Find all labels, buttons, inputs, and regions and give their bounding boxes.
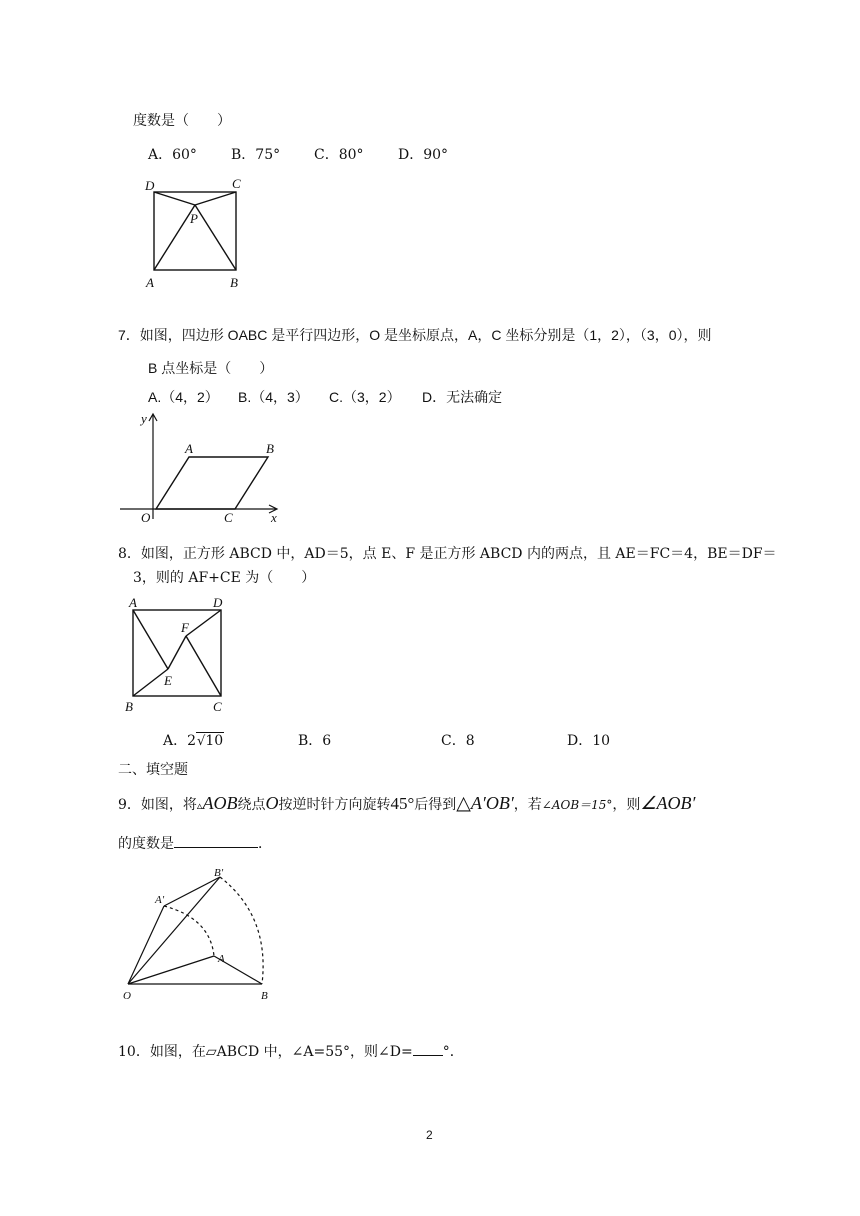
q9-line2 [118, 836, 272, 853]
label-a: A [146, 275, 154, 290]
label-c: C [224, 510, 233, 525]
sqrt-radicand: √10 [197, 733, 224, 749]
q9-text-6: ，则 [612, 797, 641, 813]
parallelogram-oabc [156, 457, 268, 509]
square-abcd [154, 192, 236, 270]
parallelogram-symbol: ▱ [205, 1044, 217, 1060]
segment-a-prime-b-prime [164, 877, 220, 906]
q8-option-b: B．6 [298, 733, 332, 749]
q9-angle-45: 45° [390, 794, 415, 813]
q8-option-a-radicand: 10 [205, 733, 224, 749]
q6-option-a: A．60° [148, 147, 197, 163]
label-p: P [190, 211, 198, 226]
q8-square-figure [120, 593, 240, 718]
q9-angle-given: ∠AOB＝15° [541, 798, 613, 812]
segment-df [186, 610, 221, 636]
q6-option-c: C．80° [314, 147, 364, 163]
label-b: B [125, 699, 133, 714]
answer-blank [413, 1055, 443, 1056]
q9-text-2: 绕点 [237, 797, 266, 813]
label-f: F [181, 620, 189, 635]
segment-ob-prime [128, 877, 220, 984]
page-number: 2 [426, 1128, 433, 1142]
label-x: x [271, 510, 277, 525]
q8-option-a [163, 733, 224, 750]
q9-line1 [118, 792, 696, 816]
q9-a-o-b-prime: A′OB′ [470, 793, 514, 813]
q8-line2: 3，则的 AF+CE 为（ ） [133, 570, 316, 586]
label-b: B [230, 275, 238, 290]
label-o: O [123, 990, 131, 1002]
label-o: O [141, 510, 151, 525]
q9-line2-suffix: ． [258, 836, 272, 852]
arc-b-to-b-prime [220, 877, 263, 984]
q8-option-c: C．8 [441, 733, 475, 749]
q9-angle-asked: ∠AOB′ [640, 793, 696, 813]
segment-fc [186, 636, 221, 696]
label-y: y [141, 411, 147, 426]
label-a: A [218, 953, 225, 965]
label-b: B [266, 441, 274, 456]
segment-ef [168, 636, 186, 669]
q7-option-d: D．无法确定 [422, 389, 503, 405]
label-d: D [145, 178, 155, 193]
q9-line2-prefix: 的度数是 [118, 836, 174, 852]
q9-text-3: 按逆时针方向旋转 [278, 797, 391, 813]
label-a: A [185, 441, 193, 456]
q6-option-d: D．90° [398, 147, 449, 163]
q9-point-o: O [265, 793, 279, 813]
segment-dp [154, 192, 195, 205]
q9-text-4: 后得到 [414, 797, 457, 813]
section-heading: 二、填空题 [118, 762, 188, 778]
q8-option-d: D．10 [567, 733, 611, 749]
triangle-symbol: △ [456, 792, 471, 814]
q8-option-a-prefix: A．2 [163, 733, 197, 749]
q10-line [118, 1044, 464, 1061]
q10-suffix: °． [442, 1044, 464, 1060]
label-b-prime: B′ [214, 867, 224, 879]
label-b: B [261, 990, 268, 1002]
q7-line1: 7．如图，四边形 OABC 是平行四边形，O 是坐标原点，A，C 坐标分别是（1，2），（3，0），则 [118, 327, 712, 343]
q6-square-figure [140, 172, 260, 297]
q10-prefix: 10．如图，在 [118, 1044, 206, 1060]
label-c: C [213, 699, 222, 714]
answer-blank [174, 847, 258, 848]
q8-line1: 8．如图，正方形 ABCD 中，AD＝5，点 E、F 是正方形 ABCD 内的两点，且 AE＝FC＝4，BE＝DF＝ [118, 546, 777, 562]
q7-option-c: C.（3，2） [329, 389, 401, 405]
segment-ap [154, 205, 195, 270]
q9-text-1: 9．如图，将 [118, 797, 197, 813]
label-d: D [213, 595, 223, 610]
q9-rotation-figure [118, 866, 288, 1006]
segment-oa [128, 956, 214, 984]
segment-ae [133, 610, 168, 669]
segment-be [133, 669, 168, 696]
q7-option-a: A.（4，2） [148, 389, 219, 405]
label-c: C [232, 176, 241, 191]
label-a-prime: A′ [155, 894, 165, 906]
triangle-small-symbol: ▵ [196, 799, 203, 812]
segment-cp [195, 192, 236, 205]
label-e: E [164, 673, 172, 688]
q9-text-5: ，若 [513, 797, 542, 813]
q7-parallelogram-figure [116, 407, 286, 525]
q6-option-b: B．75° [231, 147, 281, 163]
label-a: A [129, 595, 137, 610]
q7-line2: B 点坐标是（ ） [148, 360, 274, 376]
q6-stem-tail: 度数是（ ） [133, 113, 231, 129]
q7-option-b: B.（4，3） [238, 389, 309, 405]
segment-bp [195, 205, 236, 270]
segment-oa-prime [128, 906, 164, 984]
q9-aob: AOB [202, 793, 238, 813]
q10-mid: ABCD 中，∠A=55°，则∠D= [216, 1044, 413, 1060]
